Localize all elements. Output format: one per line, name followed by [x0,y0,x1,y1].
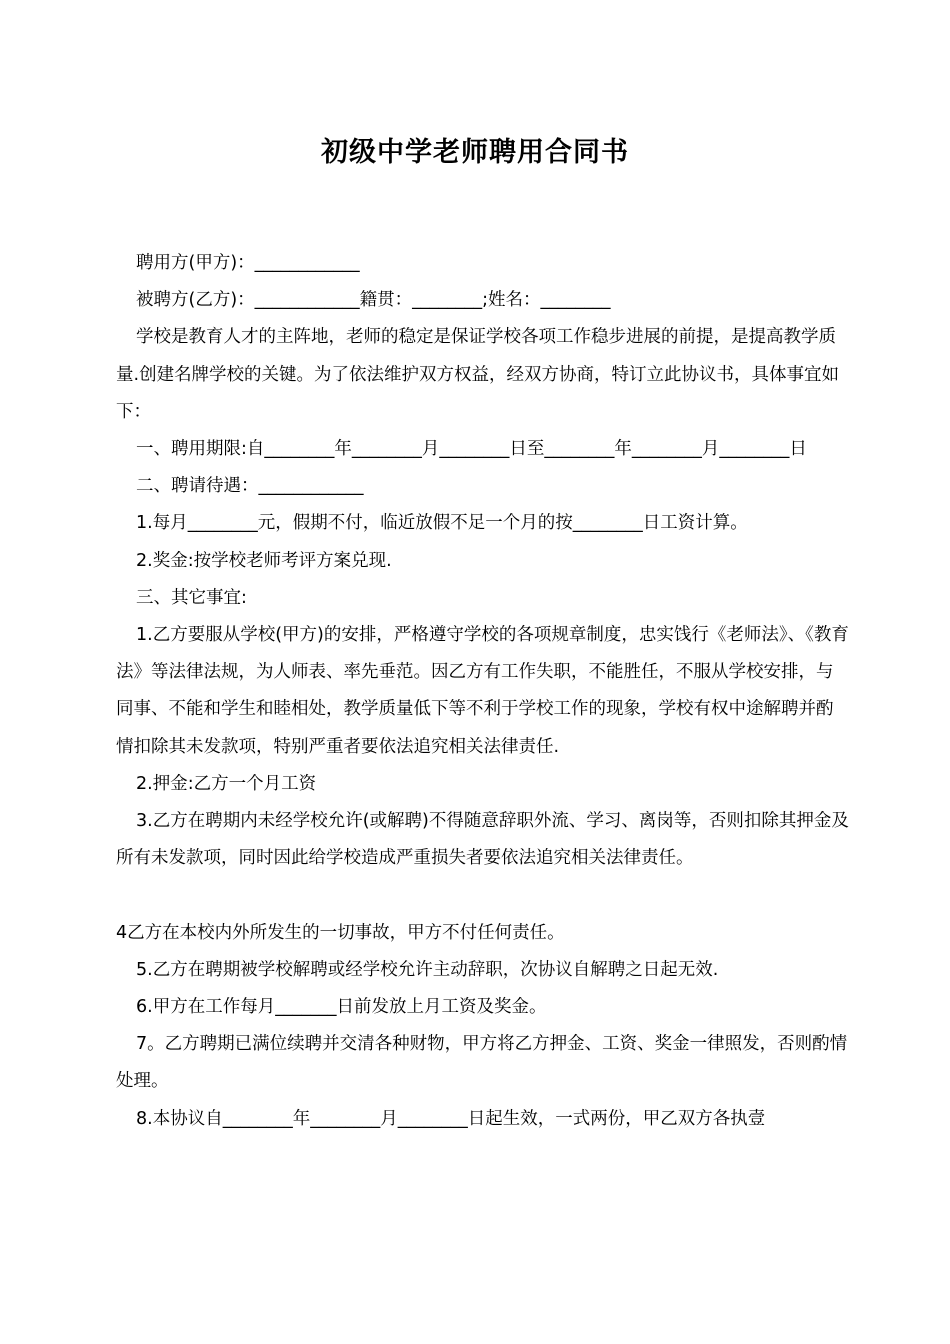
clause-renewal: 7。乙方聘期已满位续聘并交清各种财物，甲方将乙方押金、工资、奖金一律照发，否则酌情处理。 [116,1034,848,1092]
preamble-paragraph: 学校是教育人才的主阵地，老师的稳定是保证学校各项工作稳步进展的前提，是提高教学质量.创建名牌学校的关键。为了依法维护双方权益，经双方协商，特订立此协议书，具体事宜如下： [116,327,840,422]
blank-line [116,877,850,914]
clause-bonus: 2.奖金:按学校老师考评方案兑现. [136,550,392,571]
clause-no-resignation: 3.乙方在聘期内未经学校允许(或解聘)不得随意辞职外流、学习、离岗等，否则扣除其押金及所有未发款项，同时因此给学校造成严重损失者要依法追究相关法律责任。 [116,811,849,869]
clause-deposit: 2.押金:乙方一个月工资 [136,773,317,794]
clause-monthly-salary: 1.每月________元，假期不付，临近放假不足一个月的按________日工资计算。 [136,513,748,534]
section-term: 一、聘用期限:自________年________月________日至________年________月________日 [136,439,807,460]
party-b-line: 被聘方(乙方)：____________籍贯：________;姓名：________ [136,290,611,311]
document-title: 初级中学老师聘用合同书 [321,137,629,168]
clause-payday: 6.甲方在工作每月_______日前发放上月工资及奖金。 [136,997,547,1018]
section-compensation: 二、聘请待遇：____________ [136,476,364,497]
party-a-line: 聘用方(甲方)：____________ [136,253,360,273]
section-other-matters: 三、其它事宜: [136,587,247,608]
clause-obey-arrangement: 1.乙方要服从学校(甲方)的安排，严格遵守学校的各项规章制度，忠实饯行《老师法》、《教育法》等法律法规，为人师表、率先垂范。因乙方有工作失职，不能胜任，不服从学校安排，与同事、不能和学生和睦相处，教学质量低下等不利于学校工作的现象，学校有权中途解聘并酌情扣除其未发款项，特别严重者要依法追究相关法律责任. [116,625,849,757]
clause-effective-date: 8.本协议自________年________月________日起生效，一式两份，甲乙双方各执壹 [136,1108,766,1129]
document-body [116,245,850,1138]
clause-accidents: 4乙方在本校内外所发生的一切事故，甲方不付任何责任。 [116,922,565,943]
clause-dismissal: 5.乙方在聘期被学校解聘或经学校允许主动辞职，次协议自解聘之日起无效. [136,959,719,980]
